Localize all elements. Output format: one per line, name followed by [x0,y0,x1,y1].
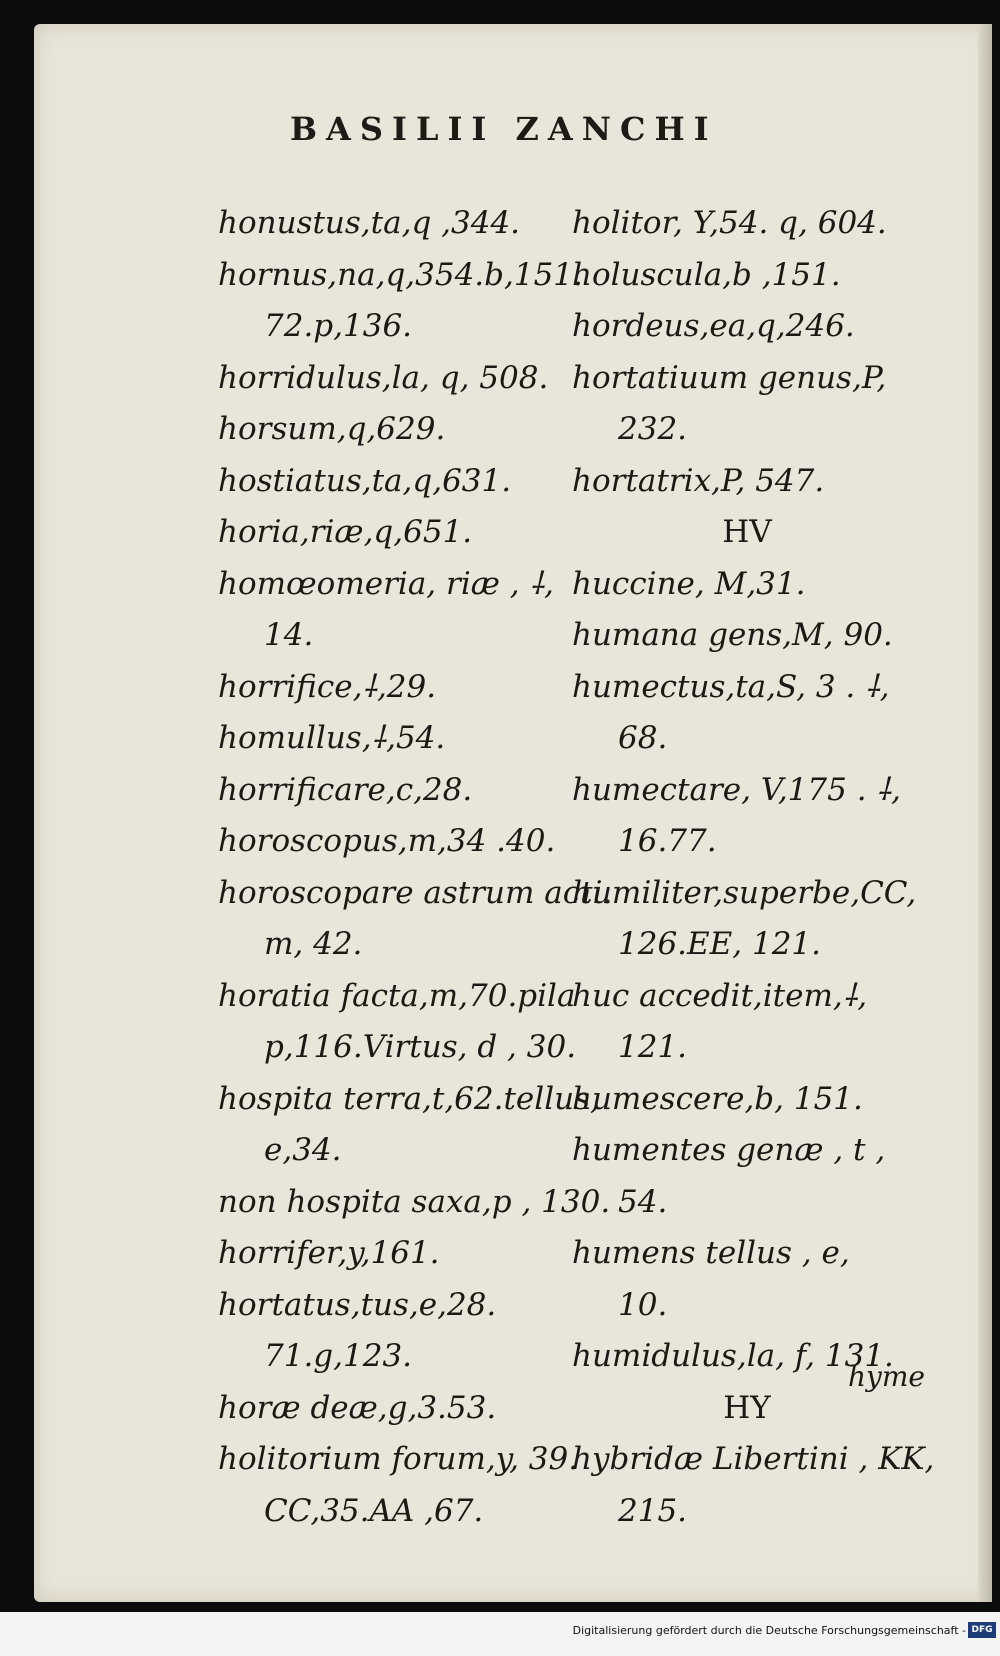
index-entry: horoscopus,m,34 .40. [218,823,556,859]
footer-bar [0,1612,1000,1656]
index-entry: 68. [618,720,668,756]
index-entry: horridulus,la, q, 508. [218,359,549,396]
index-entry: horæ deæ,g,3.53. [218,1389,497,1426]
index-entry: humana gens,M, 90. [572,617,893,653]
dfg-logo: DFG [968,1622,996,1638]
index-entry: holitorium forum,y, 39. [218,1441,579,1477]
index-entry: hordeus,ea,q,246. [572,308,855,344]
index-entry: homullus,⸸,54. [218,720,446,756]
index-entry: 71.g,123. [264,1338,413,1374]
index-entry: horrificare,c,28. [218,771,473,808]
index-entry: 121. [618,1029,688,1065]
index-entry: humiliter,superbe,CC, [572,874,917,911]
index-entry: 54. [618,1183,668,1220]
index-entry: humens tellus , e, [572,1235,850,1271]
section-letter-heading: HY [723,1389,771,1426]
index-entry: 215. [618,1492,688,1529]
index-entry: holitor, Y,54. q, 604. [572,205,887,241]
index-entry: homœomeria, riæ , ⸸, [218,565,554,602]
index-entry: hybridæ Libertini , KK, [572,1441,935,1477]
index-entry: holuscula,b ,151. [572,256,841,293]
index-column-right [572,198,935,1537]
index-column-left [218,198,613,1537]
index-entry: huc accedit,item,⸸, [572,977,868,1014]
index-entry: non hospita saxa,p , 130. [218,1183,611,1220]
catchword: hyme [848,1360,925,1393]
index-entry: horoscopare astrum acti. [218,874,613,911]
index-entry: humescere,b, 151. [572,1080,863,1117]
index-entry: horia,riæ,q,651. [218,514,473,550]
index-entry: 14. [264,617,314,653]
index-entry: huccine, M,31. [572,565,806,602]
index-entry: hortatus,tus,e,28. [218,1286,497,1323]
index-entry: humectus,ta,S, 3 . ⸸, [572,668,890,705]
index-entry: horatia facta,m,70.pila [218,977,576,1014]
index-entry: hortatiuum genus,P, [572,359,887,396]
index-entry: hortatrix,P, 547. [572,462,825,499]
section-letter-heading: HV [722,514,772,550]
funding-credit: Digitalisierung gefördert durch die Deutsche Forschungsgemeinschaft - [572,1624,966,1637]
index-entry: 10. [618,1286,668,1323]
index-entry: horrifice,⸸,29. [218,668,437,705]
index-entry: 126.EE, 121. [618,926,822,962]
index-entry: horrifer,y,161. [218,1235,440,1271]
index-entry: 232. [618,411,688,447]
index-entry: e,34. [264,1132,342,1168]
index-entry: humectare, V,175 . ⸸, [572,771,901,808]
page-edge [978,24,992,1602]
index-entry: honustus,ta,q ,344. [218,205,521,241]
index-entry: humidulus,la, f, 131. [572,1338,894,1374]
index-entry: horsum,q,629. [218,411,446,447]
running-head: BASILII ZANCHI [290,110,718,148]
index-entry: CC,35.AA ,67. [264,1492,484,1529]
index-entry: p,116.Virtus, d , 30. [264,1029,577,1065]
index-entry: 72.p,136. [264,308,413,344]
index-entry: humentes genæ , t , [572,1132,886,1168]
index-entry: hornus,na,q,354.b,151. [218,256,583,293]
index-entry: m, 42. [264,926,363,962]
index-entry: hospita terra,t,62.tellus, [218,1080,600,1117]
index-entry: 16.77. [618,823,717,859]
index-entry: hostiatus,ta,q,631. [218,462,512,499]
